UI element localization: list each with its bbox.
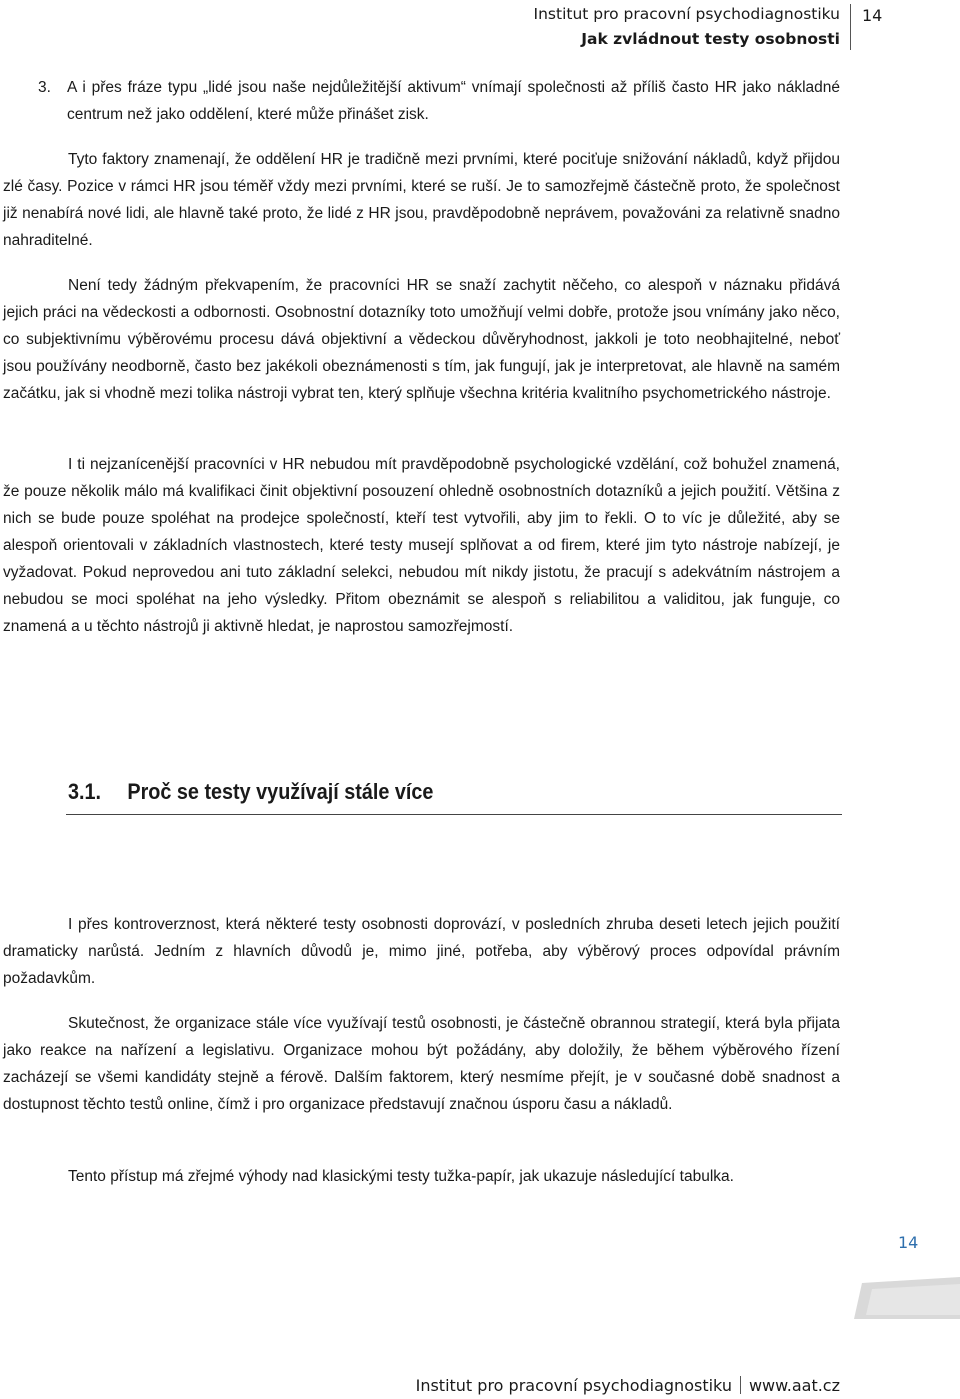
paragraph [3, 1163, 840, 1190]
heading-underline [66, 814, 842, 815]
footer-page-number: 14 [898, 1233, 919, 1252]
paragraph [3, 911, 840, 992]
paragraph-text: Tyto faktory znamenají, že oddělení HR je tradičně mezi prvními, které pociťuje snižování nákladů, když přijdou zlé časy. Pozice v rámci HR jsou téměř vždy mezi prvními, které se ruší. Je to samozřejmě částečně proto, že společnost již nenabírá nové lidi, ale hlavně také proto, že lidé z HR jsou, pravděpodobně neprávem, považováni za relativně snadno nahraditelné. [3, 151, 840, 249]
footer [416, 1376, 840, 1395]
paragraph [3, 451, 840, 640]
paragraph-text: Tento přístup má zřejmé výhody nad klasickými testy tužka-papír, jak ukazuje následující tabulka. [68, 1168, 734, 1185]
paragraph-text: Skutečnost, že organizace stále více využívají testů osobnosti, je částečně obrannou strategií, která byla přijata jako reakce na nařízení a legislativu. Organizace mohou být požádány, aby doložily, že během výběrového řízení zacházejí se všemi kandidáty stejně a férově. Dalším faktorem, který nesmíme přejít, je v současné době snadnost a dostupnost těchto testů online, čímž i pro organizace představují značnou úsporu času a nákladů. [3, 1015, 840, 1113]
section-heading [68, 779, 433, 805]
paragraph [3, 146, 840, 254]
header-doc-title: Jak zvládnout testy osobnosti [581, 30, 840, 48]
paragraph [3, 272, 840, 407]
footer-website[interactable]: www.aat.cz [748, 1376, 840, 1395]
footer-institution: Institut pro pracovní psychodiagnostiku [415, 1376, 732, 1395]
paragraph [3, 1010, 840, 1118]
list-item-text: A i přes fráze typu „lidé jsou naše nejdůležitější aktivum“ vnímají společnosti až příliš často HR jako nákladné centrum než jako oddělení, které může přinášet zisk. [67, 79, 840, 123]
list-item [38, 74, 840, 128]
paragraph-text: I přes kontroverznost, která některé testy osobnosti doprovází, v posledních zhruba deseti letech jejich použití dramaticky narůstá. Jedním z hlavních důvodů je, mimo jiné, potřeba, aby výběrový proces odpovídal právním požadavkům. [3, 916, 840, 987]
running-header [534, 2, 840, 52]
header-page-number: 14 [862, 6, 883, 25]
footer-separator [740, 1376, 741, 1394]
header-divider [850, 4, 851, 50]
paragraph-text: Není tedy žádným překvapením, že pracovníci HR se snaží zachytit něčeho, co alespoň v náznaku přidává jejich práci na vědeckosti a odbornosti. Osobnostní dotazníky toto umožňují velmi dobře, protože jsou vnímány jako něco, co subjektivnímu výběrovému procesu dává objektivní a vědeckou důvěryhodnost, jakkoli je toto neobhajitelné, neboť jsou používány neodborně, často bez jakékoli obeznámenosti s tím, jak fungují, jak je interpretovat, ale hlavně na samém začátku, jak si vhodně mezi tolika nástroji vybrat ten, který splňuje všechna kritéria kvalitního psychometrického nástroje. [3, 277, 840, 402]
list-item-number: 3. [38, 79, 51, 96]
header-institution: Institut pro pracovní psychodiagnostiku [533, 5, 840, 23]
footer-decoration-icon [852, 1275, 960, 1321]
section-number: 3.1. [68, 779, 102, 804]
section-title: Proč se testy využívají stále více [127, 779, 434, 804]
paragraph-text: I ti nejzaníceněјší pracovníci v HR nebudou mít pravděpodobně psychologické vzdělání, což bohužel znamená, že pouze několik málo má kvalifikaci činit objektivní posouzení ohledně osobnostních dotazníků a jejich použití. Většina z nich se bude pouze spoléhat na prodejce společností, kteří test vytvořili, aby jim to řekli. O to víc je důležité, aby se alespoň orientovali v základních vlastnostech, které testy musejí splňovat a od firem, které jim tyto nástroje nabízejí, je vyžadovat. Pokud neprovedou ani tuto základní selekci, nebudou mít nikdy jistotu, že pracují s adekvátním nástrojem a nebudou se moci spoléhat na jeho výsledky. Přitom obeznámit se alespoň s reliabilitou a validitou, jak funguje, co znamená a u těchto nástrojů ji aktivně hledat, je naprostou samozřejmostí. [3, 456, 840, 635]
